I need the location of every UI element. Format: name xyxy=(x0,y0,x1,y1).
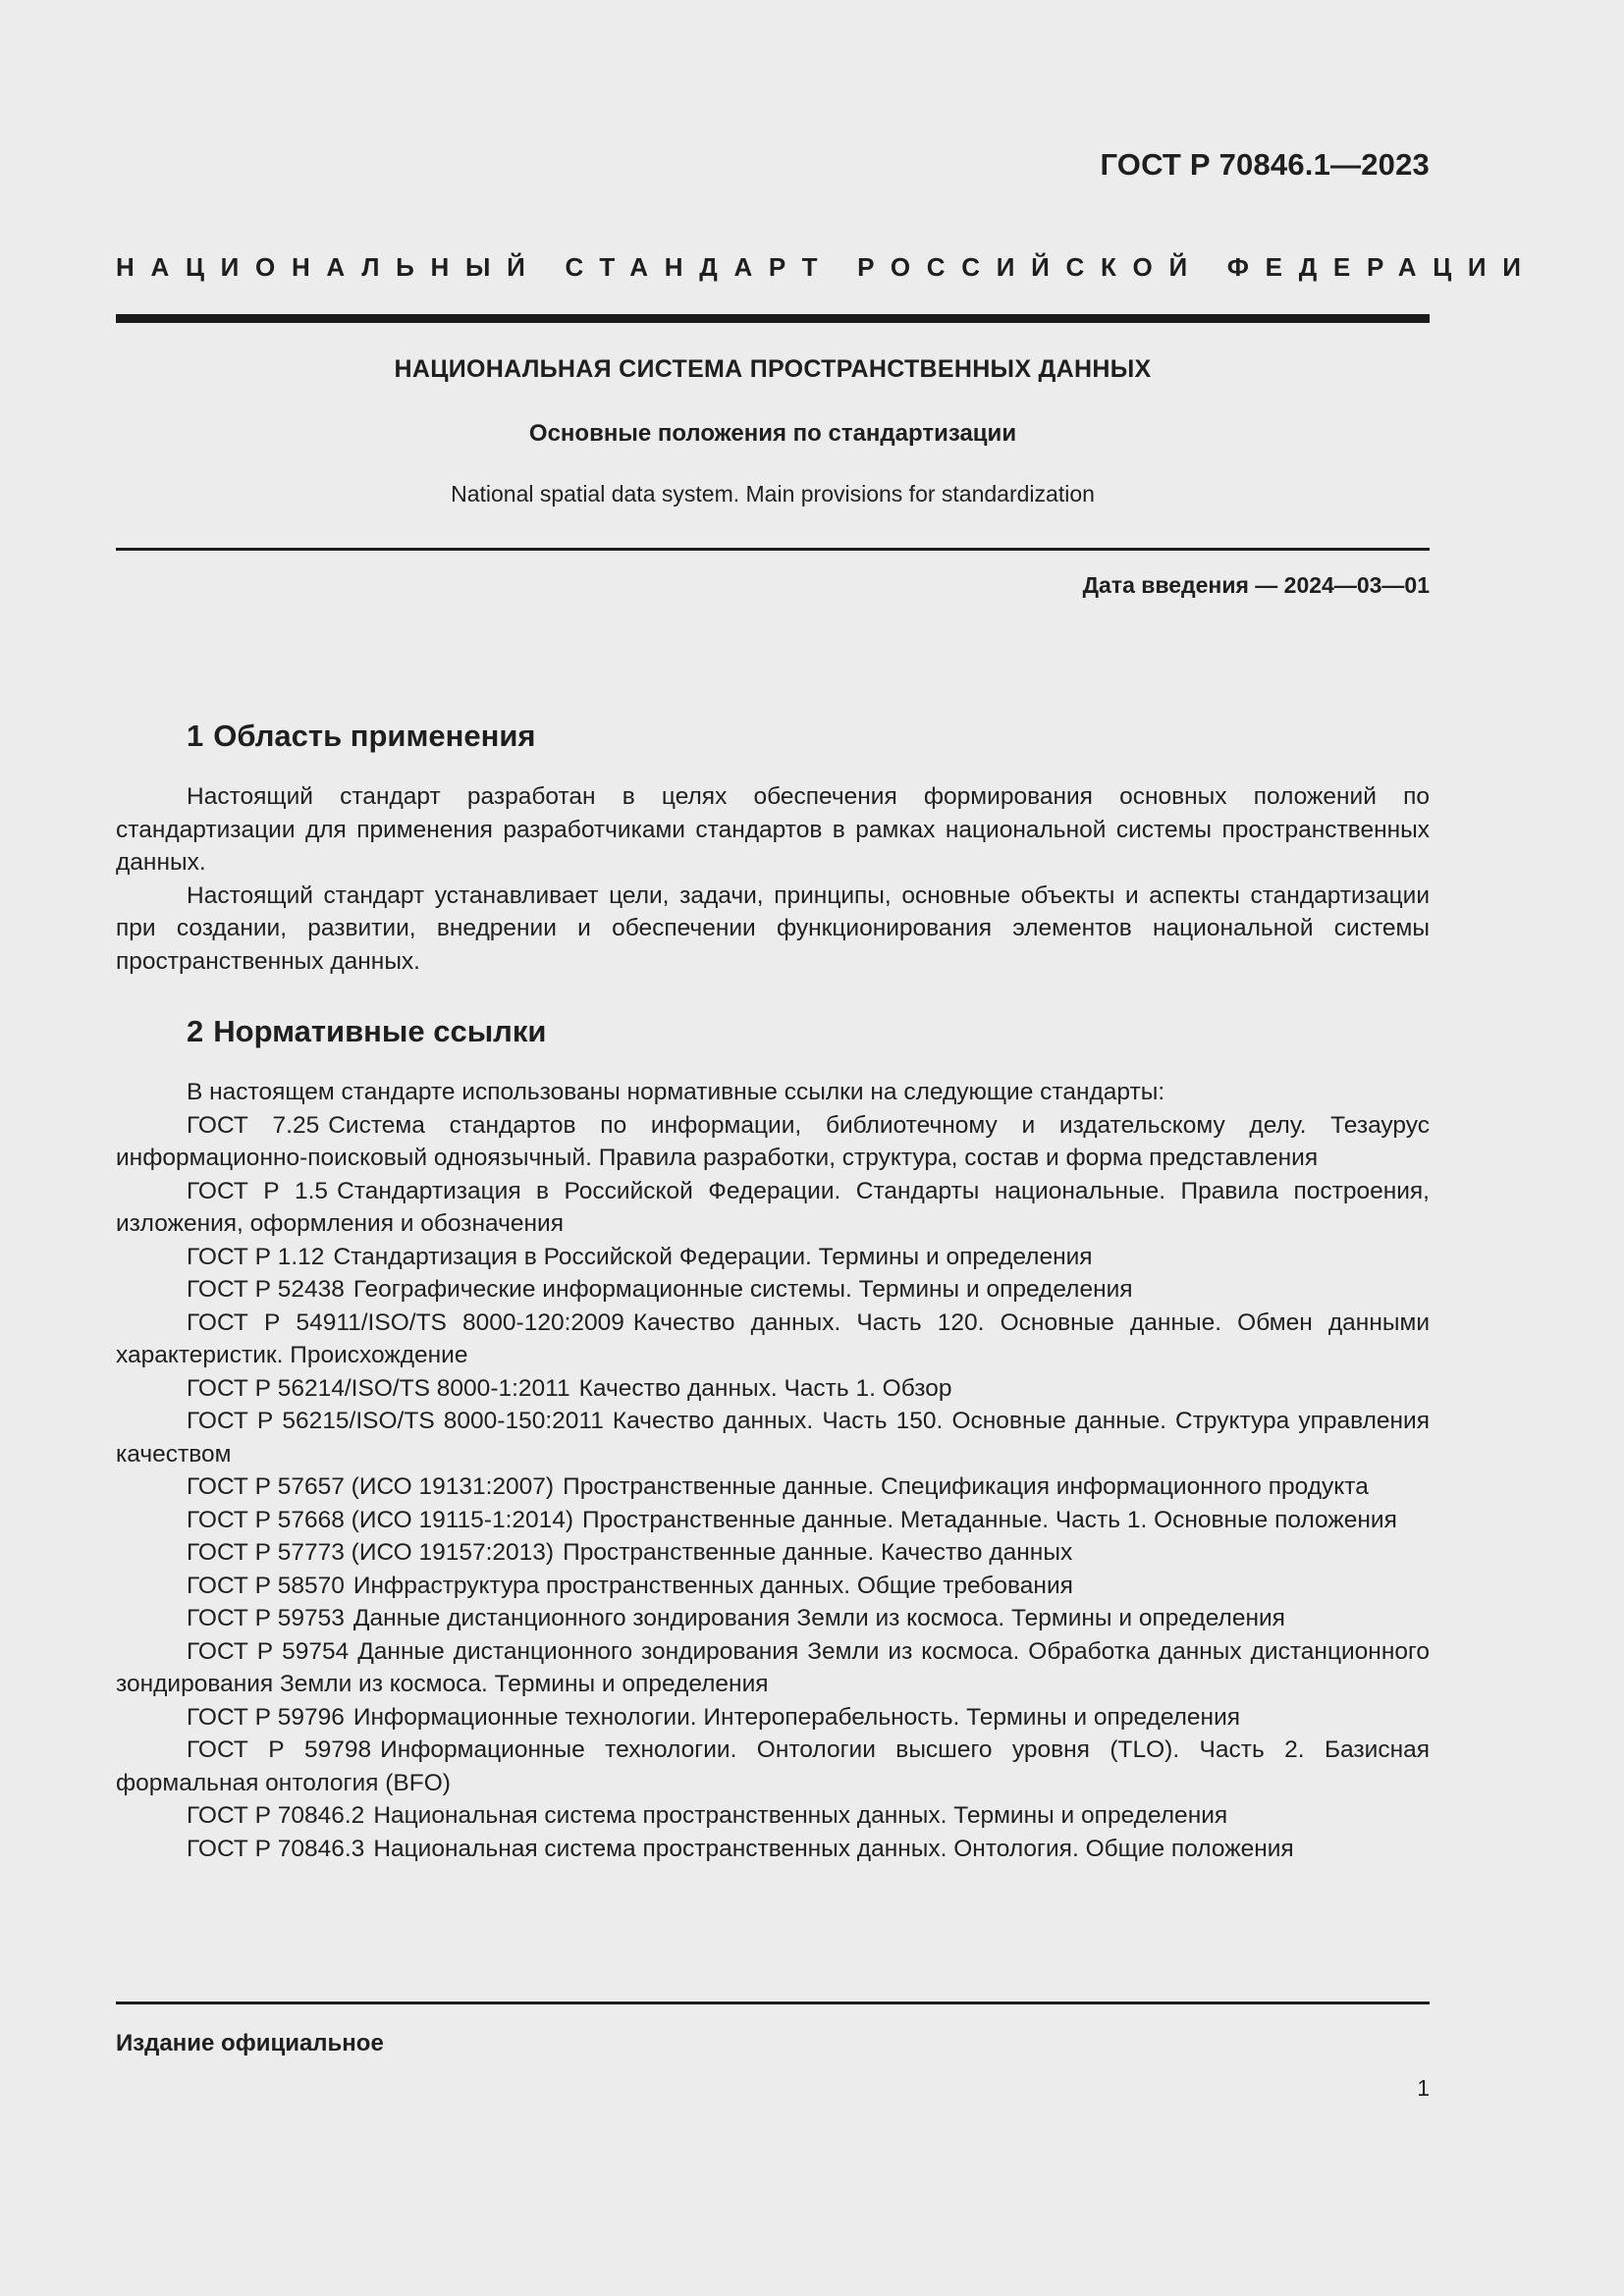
reference-item xyxy=(116,1109,1430,1175)
reference-item xyxy=(116,1635,1430,1701)
header-divider-thick xyxy=(116,314,1430,323)
reference-item xyxy=(116,1307,1430,1372)
section-1-heading xyxy=(187,719,536,754)
reference-title: Данные дистанционного зондирования Земли из космоса. Обработка данных дистанционного зондирования Земли из космоса. Термины и определения xyxy=(116,1637,1430,1697)
reference-code: ГОСТ 7.25 xyxy=(187,1111,320,1139)
reference-code: ГОСТ Р 70846.3 xyxy=(187,1835,365,1862)
reference-item xyxy=(116,1405,1430,1470)
reference-title: Национальная система пространственных данных. Термины и определения xyxy=(373,1802,1228,1829)
reference-title: Качество данных. Часть 150. Основные данные. Структура управления качеством xyxy=(116,1408,1430,1468)
footer-divider xyxy=(116,2002,1430,2004)
reference-item xyxy=(116,1241,1430,1274)
reference-item xyxy=(116,1799,1430,1833)
reference-title: Инфраструктура пространственных данных. Общие требования xyxy=(352,1572,1073,1599)
reference-code: ГОСТ Р 1.5 xyxy=(187,1177,329,1204)
section-1-number: 1 xyxy=(187,719,204,753)
reference-code: ГОСТ Р 54911/ISO/TS 8000-120:2009 xyxy=(187,1308,624,1336)
reference-code: ГОСТ Р 59754 xyxy=(187,1637,350,1665)
reference-code: ГОСТ Р 70846.2 xyxy=(187,1802,365,1829)
edition-label: Издание официальное xyxy=(116,2030,384,2056)
reference-title: Пространственные данные. Метаданные. Часть 1. Основные положения xyxy=(582,1506,1397,1533)
reference-code: ГОСТ Р 57668 (ИСО 19115-1:2014) xyxy=(187,1506,574,1533)
document-subtitle: Основные положения по стандартизации xyxy=(528,420,1017,447)
reference-code: ГОСТ Р 59796 xyxy=(187,1703,345,1731)
reference-item xyxy=(116,1175,1430,1241)
section-1-body xyxy=(116,780,1430,978)
reference-code: ГОСТ Р 52438 xyxy=(187,1276,345,1303)
paragraph: Настоящий стандарт устанавливает цели, задачи, принципы, основные объекты и аспекты стандартизации при создании, развитии, внедрении и обеспечении функционирования элементов национальной системы пространственных данных. xyxy=(116,881,1430,975)
reference-title: Система стандартов по информации, библиотечному и издательскому делу. Тезаурус информационно-поисковый одноязычный. Правила разработки, структура, состав и форма представления xyxy=(116,1111,1430,1171)
section-2-number: 2 xyxy=(187,1014,204,1048)
reference-title: Качество данных. Часть 1. Обзор xyxy=(578,1374,952,1402)
reference-title: Данные дистанционного зондирования Земли из космоса. Термины и определения xyxy=(352,1605,1285,1631)
document-page xyxy=(116,0,1538,2296)
reference-title: Качество данных. Часть 120. Основные данные. Обмен данными характеристик. Происхождение xyxy=(116,1308,1431,1368)
document-title: НАЦИОНАЛЬНАЯ СИСТЕМА ПРОСТРАНСТВЕННЫХ ДАННЫХ xyxy=(394,355,1152,383)
reference-code: ГОСТ Р 58570 xyxy=(187,1572,345,1599)
reference-title: Пространственные данные. Спецификация информационного продукта xyxy=(563,1473,1369,1500)
reference-code: ГОСТ Р 59753 xyxy=(187,1605,345,1631)
references-intro: В настоящем стандарте использованы нормативные ссылки на следующие стандарты: xyxy=(187,1079,1165,1105)
reference-item xyxy=(116,1536,1430,1570)
reference-item xyxy=(116,1701,1430,1735)
national-standard-banner: НАЦИОНАЛЬНЫЙ СТАНДАРТ РОССИЙСКОЙ ФЕДЕРАЦИИ xyxy=(116,252,1538,282)
section-2-body xyxy=(116,1076,1430,1865)
reference-code: ГОСТ Р 56215/ISO/TS 8000-150:2011 xyxy=(187,1408,604,1434)
reference-title: Географические информационные системы. Термины и определения xyxy=(352,1276,1133,1303)
reference-title: Стандартизация в Российской Федерации. Стандарты национальные. Правила построения, изложения, оформления и обозначения xyxy=(116,1177,1430,1237)
reference-title: Информационные технологии. Онтологии высшего уровня (TLO). Часть 2. Базисная формальная онтология (BFO) xyxy=(116,1736,1430,1796)
standard-number: ГОСТ Р 70846.1—2023 xyxy=(1100,147,1430,182)
reference-item xyxy=(116,1570,1430,1603)
reference-title: Национальная система пространственных данных. Онтология. Общие положения xyxy=(373,1835,1294,1862)
reference-code: ГОСТ Р 57773 (ИСО 19157:2013) xyxy=(187,1539,555,1566)
reference-item xyxy=(116,1504,1430,1537)
reference-title: Пространственные данные. Качество данных xyxy=(563,1539,1073,1566)
reference-item xyxy=(116,1734,1430,1799)
reference-item xyxy=(116,1602,1430,1635)
reference-item xyxy=(116,1470,1430,1504)
introduction-date: Дата введения — 2024—03—01 xyxy=(1082,572,1430,598)
reference-item xyxy=(116,1273,1430,1307)
reference-title: Стандартизация в Российской Федерации. Термины и определения xyxy=(333,1243,1093,1270)
section-2-heading xyxy=(187,1014,546,1049)
reference-code: ГОСТ Р 59798 xyxy=(187,1736,372,1763)
section-1-title: Область применения xyxy=(213,719,536,753)
reference-title: Информационные технологии. Интероперабельность. Термины и определения xyxy=(352,1703,1241,1731)
reference-code: ГОСТ Р 56214/ISO/TS 8000-1:2011 xyxy=(187,1374,570,1402)
paragraph: Настоящий стандарт разработан в целях обеспечения формирования основных положений по стандартизации для применения разработчиками стандартов в рамках национальной системы пространственных данных. xyxy=(116,783,1430,876)
page-number: 1 xyxy=(1417,2075,1430,2101)
reference-item xyxy=(116,1372,1430,1406)
document-title-english: National spatial data system. Main provisions for standardization xyxy=(451,481,1095,507)
reference-item xyxy=(116,1833,1430,1866)
reference-code: ГОСТ Р 57657 (ИСО 19131:2007) xyxy=(187,1473,555,1500)
title-divider xyxy=(116,548,1430,551)
section-2-title: Нормативные ссылки xyxy=(213,1014,547,1048)
reference-code: ГОСТ Р 1.12 xyxy=(187,1243,325,1270)
